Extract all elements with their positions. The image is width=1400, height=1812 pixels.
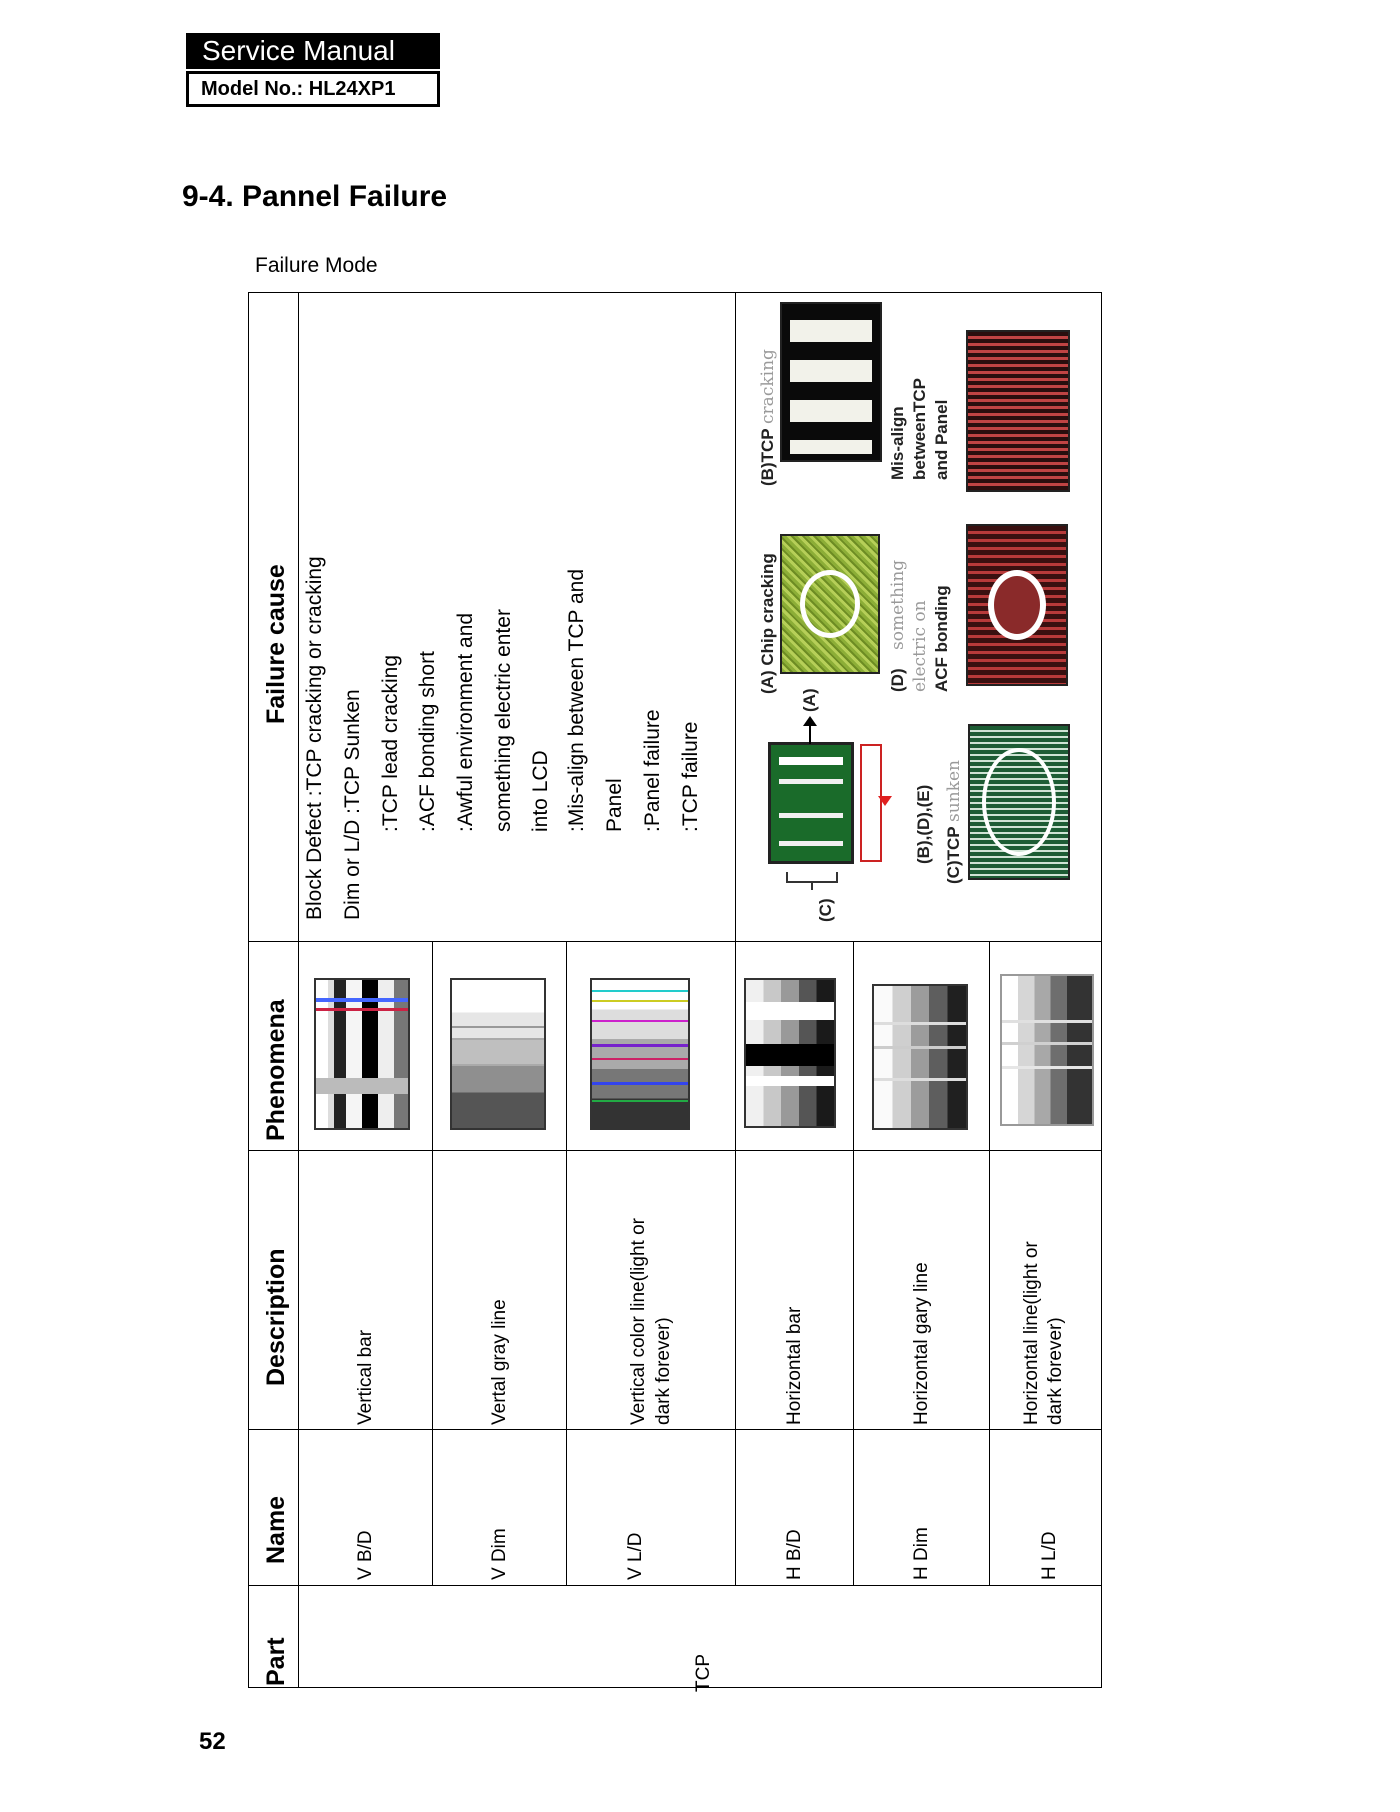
row-separator	[989, 941, 990, 1585]
row-separator	[853, 941, 854, 1585]
arrow-to-bde-icon	[876, 788, 906, 818]
row-divider	[248, 941, 1102, 942]
phenomena-image-v-bd	[314, 978, 410, 1130]
model-number: Model No.: HL24XP1	[186, 71, 440, 107]
section-title: 9-4. Pannel Failure	[182, 180, 448, 213]
phenomena-image-h-bd	[744, 978, 836, 1128]
chip-cracking-image	[780, 534, 880, 674]
tcp-panel-module-image	[768, 742, 854, 864]
row-separator	[432, 941, 433, 1585]
phenomena-image-h-dim	[872, 984, 968, 1130]
arrow-to-a-icon	[795, 716, 825, 746]
tcp-sunken-image	[968, 724, 1070, 880]
row-divider	[248, 1429, 1102, 1430]
row-separator	[566, 941, 567, 1585]
row-divider	[248, 1585, 754, 1586]
manual-title: Service Manual	[186, 33, 440, 69]
page-number: 52	[199, 1728, 226, 1755]
column-divider	[298, 292, 299, 1688]
phenomena-image-v-ld	[590, 978, 690, 1130]
tcp-cracking-image	[780, 302, 882, 462]
phenomena-image-h-ld	[1000, 974, 1094, 1126]
misalign-image	[966, 330, 1070, 492]
phenomena-image-v-dim	[450, 978, 546, 1130]
acf-bonding-image	[966, 524, 1068, 686]
table-caption: Failure Mode	[255, 254, 378, 277]
row-separator	[735, 292, 736, 1585]
row-divider	[248, 1150, 1102, 1151]
